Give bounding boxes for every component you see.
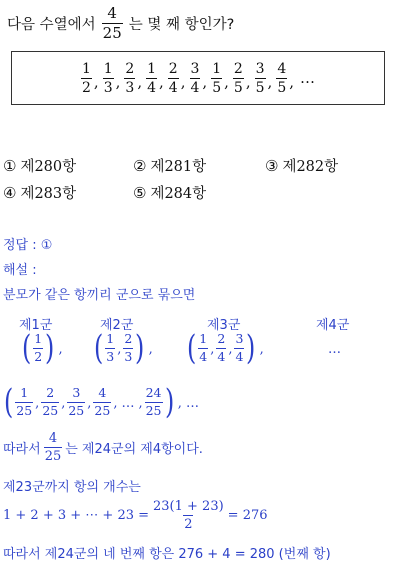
answer-label: 정답 : ① xyxy=(3,238,53,253)
sequence-term-fraction xyxy=(146,62,157,95)
sequence-comma: , xyxy=(137,72,143,91)
group25-term-fraction-denominator: 25 xyxy=(94,402,111,418)
group25-term-fraction-numerator: 4 xyxy=(98,385,107,400)
sequence-term xyxy=(168,62,190,95)
group-2-terms xyxy=(92,328,155,368)
group-left-paren: ( xyxy=(21,328,32,368)
option-4[interactable] xyxy=(3,182,76,203)
sequence-comma: , xyxy=(159,72,164,91)
group-term-fraction-numerator: 1 xyxy=(199,331,208,346)
option-5-mark: ⑤ xyxy=(133,183,147,202)
line-c-fraction-denominator: 2 xyxy=(184,517,193,532)
group25-term-fraction xyxy=(15,387,33,417)
group25-dots: … xyxy=(121,396,135,411)
group-right-paren: ) xyxy=(246,328,256,368)
sequence-term-fraction-denominator: 5 xyxy=(212,79,222,96)
sequence-term xyxy=(124,62,146,95)
sequence-term-fraction-numerator: 1 xyxy=(81,60,91,77)
question-suffix: 는 몇 째 항인가? xyxy=(128,17,235,33)
group25-right-paren: ) xyxy=(164,382,174,422)
sequence-comma: , xyxy=(289,72,295,91)
group-tail: , xyxy=(58,342,63,357)
sequence-term xyxy=(276,62,298,95)
group25-term-fraction-denominator: 25 xyxy=(68,402,85,418)
option-3-mark: ③ xyxy=(265,156,279,175)
group-tail: , xyxy=(259,342,264,357)
group25-left-paren: ( xyxy=(3,382,14,422)
line-c-fraction xyxy=(152,500,225,531)
solution-intro: 분모가 같은 항끼리 군으로 묶으면 xyxy=(3,288,196,303)
sequence-term-fraction xyxy=(276,62,287,95)
option-4-mark: ④ xyxy=(3,183,17,202)
question-fraction-denominator: 25 xyxy=(102,24,122,42)
option-3-label: 제282항 xyxy=(282,159,339,175)
line-c-rhs: = 276 xyxy=(227,508,268,523)
sequence-term-fraction-denominator: 3 xyxy=(125,79,135,96)
sequence-term-fraction-numerator: 2 xyxy=(125,60,135,77)
group-term-fraction xyxy=(33,333,43,363)
group25-comma: , xyxy=(61,396,66,411)
group25-term-fraction-denominator: 25 xyxy=(16,402,33,418)
group-term-fraction xyxy=(234,333,244,363)
group-term-fraction-numerator: 1 xyxy=(34,331,43,346)
group25-term-fraction xyxy=(41,387,59,417)
group-right-paren: ) xyxy=(135,328,145,368)
group-1-terms xyxy=(20,328,65,368)
line-a-suffix: 는 제24군의 제4항이다. xyxy=(65,442,203,457)
question-title xyxy=(7,6,234,41)
group-left-paren: ( xyxy=(186,328,197,368)
line-a-fraction-denominator: 25 xyxy=(44,449,62,464)
group-term-fraction xyxy=(198,333,208,363)
sequence-term xyxy=(255,62,277,95)
group-comma: , xyxy=(210,342,215,357)
sequence-term-fraction-denominator: 5 xyxy=(255,79,265,96)
sequence-term-fraction xyxy=(190,62,201,95)
group-term-fraction-denominator: 2 xyxy=(34,348,43,364)
sequence-term-fraction xyxy=(255,62,266,95)
sequence-term-fraction-numerator: 1 xyxy=(147,60,157,77)
group25-comma: , xyxy=(138,396,143,411)
sequence-term xyxy=(81,62,103,95)
sequence-term-fraction-denominator: 4 xyxy=(168,79,178,96)
sequence-term xyxy=(190,62,212,95)
option-5[interactable] xyxy=(133,182,206,203)
sequence-term-fraction-denominator: 4 xyxy=(147,79,157,96)
sequence-term-fraction-numerator: 3 xyxy=(190,60,200,77)
group-term-fraction-denominator: 3 xyxy=(124,348,133,364)
line-a-fraction xyxy=(44,432,63,463)
group-term-fraction-numerator: 2 xyxy=(217,331,226,346)
sequence-term-fraction-numerator: 1 xyxy=(212,60,222,77)
sequence-comma: , xyxy=(180,72,186,91)
group-term-fraction-denominator: 4 xyxy=(217,348,226,364)
line-a-fraction-numerator: 4 xyxy=(48,431,58,446)
sequence-comma: , xyxy=(202,72,208,91)
group-term-fraction-numerator: 3 xyxy=(235,331,244,346)
group-tail: , xyxy=(148,342,153,357)
sequence-term-fraction-denominator: 2 xyxy=(81,79,91,96)
sequence-terms xyxy=(81,62,298,95)
sequence-term-fraction xyxy=(211,62,222,95)
sequence-term-fraction-numerator: 2 xyxy=(168,60,178,77)
option-1-label: 제280항 xyxy=(20,159,77,175)
sequence-term-fraction xyxy=(168,62,179,95)
option-5-label: 제284항 xyxy=(150,186,207,202)
sequence-comma: , xyxy=(267,72,273,91)
group-1-head: 제1군 xyxy=(19,318,53,333)
sequence-term-fraction xyxy=(103,62,114,95)
group-term-fraction-denominator: 4 xyxy=(199,348,208,364)
group25-comma: , xyxy=(113,396,118,411)
group-right-paren: ) xyxy=(45,328,55,368)
sequence-term-fraction-denominator: 5 xyxy=(233,79,243,96)
option-4-label: 제283항 xyxy=(20,186,77,202)
group-term-fraction-numerator: 2 xyxy=(124,331,133,346)
sequence-comma: , xyxy=(93,72,99,91)
sequence-term xyxy=(146,62,168,95)
explain-label: 해설 : xyxy=(3,263,37,278)
group25-comma: , xyxy=(35,396,40,411)
group25-tail: , … xyxy=(177,396,200,411)
sequence-term-fraction-numerator: 3 xyxy=(255,60,265,77)
group25-last-fraction-numerator: 24 xyxy=(145,385,162,400)
question-fraction-numerator: 4 xyxy=(107,4,117,22)
group25-term-fraction-numerator: 2 xyxy=(46,385,55,400)
sequence-term-fraction xyxy=(81,62,92,95)
question-fraction xyxy=(102,6,123,41)
question-prefix: 다음 수열에서 xyxy=(7,17,96,33)
group25-term-fraction xyxy=(93,387,111,417)
solution-line-c xyxy=(3,500,268,531)
group25-comma: , xyxy=(87,396,92,411)
sequence-term-fraction-denominator: 3 xyxy=(103,79,113,96)
sequence-term-fraction xyxy=(124,62,135,95)
sequence-term-fraction-numerator: 2 xyxy=(233,60,243,77)
group25-last-fraction-denominator: 25 xyxy=(145,402,162,418)
sequence-term-fraction-numerator: 1 xyxy=(103,60,113,77)
group-4-head: 제4군 xyxy=(316,318,350,333)
group-term-fraction-numerator: 1 xyxy=(106,331,115,346)
group-25-terms xyxy=(2,382,201,422)
solution-line-a xyxy=(3,432,203,463)
sequence-box xyxy=(11,51,385,105)
sequence-term xyxy=(211,62,233,95)
group-comma: , xyxy=(117,342,122,357)
solution-line-d: 따라서 제24군의 네 번째 항은 276 + 4 = 280 (번째 항) xyxy=(3,547,331,562)
option-3[interactable] xyxy=(265,155,338,176)
group-4-ellipsis: … xyxy=(328,342,341,357)
group-left-paren: ( xyxy=(93,328,104,368)
sequence-term-fraction-denominator: 4 xyxy=(190,79,200,96)
sequence-comma: , xyxy=(224,72,229,91)
group-term-fraction-denominator: 3 xyxy=(106,348,115,364)
sequence-ellipsis: … xyxy=(300,69,316,87)
option-2-label: 제281항 xyxy=(150,159,207,175)
group-3-terms xyxy=(185,328,266,368)
sequence-comma: , xyxy=(245,72,251,91)
group25-term-fraction-numerator: 3 xyxy=(72,385,81,400)
group-term-fraction xyxy=(105,333,115,363)
group-comma: , xyxy=(228,342,233,357)
option-1[interactable] xyxy=(3,155,76,176)
group25-last-fraction xyxy=(145,387,163,417)
group-term-fraction xyxy=(216,333,226,363)
solution-line-b: 제23군까지 항의 개수는 xyxy=(3,480,141,495)
sequence-term xyxy=(233,62,255,95)
sequence-term xyxy=(103,62,125,95)
line-c-fraction-numerator: 23(1 + 23) xyxy=(153,499,224,514)
group-term-fraction-denominator: 4 xyxy=(235,348,244,364)
option-1-mark: ① xyxy=(3,156,17,175)
group25-term-fraction-numerator: 1 xyxy=(20,385,29,400)
line-a-prefix: 따라서 xyxy=(3,442,41,457)
group-2-head: 제2군 xyxy=(100,318,134,333)
group25-term-fraction xyxy=(67,387,85,417)
sequence-term-fraction-numerator: 4 xyxy=(277,60,287,77)
group25-term-fraction-denominator: 25 xyxy=(42,402,59,418)
line-c-lhs: 1 + 2 + 3 + ⋯ + 23 = xyxy=(3,508,150,523)
option-2-mark: ② xyxy=(133,156,147,175)
sequence-term-fraction-denominator: 5 xyxy=(277,79,287,96)
option-2[interactable] xyxy=(133,155,206,176)
sequence-term-fraction xyxy=(233,62,244,95)
group-3-head: 제3군 xyxy=(207,318,241,333)
sequence-comma: , xyxy=(115,72,121,91)
group-term-fraction xyxy=(123,333,133,363)
